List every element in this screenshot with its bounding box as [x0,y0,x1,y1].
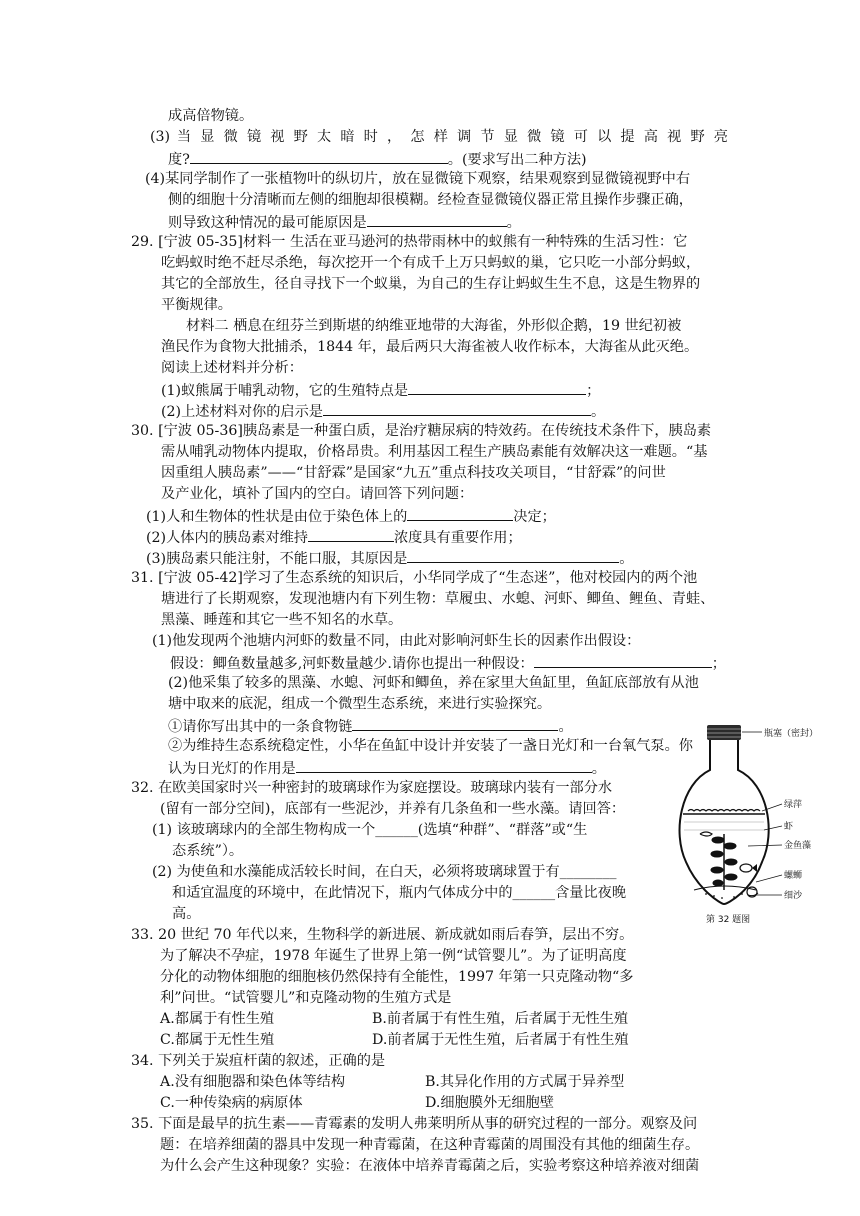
text-line: (3) 当 显 微 镜 视 野 太 暗 时 ， 怎 样 调 节 显 微 镜 可 以 提 高 视 野 亮 [150,129,728,145]
question-30: 30. [宁波 05-36]胰岛素是一种蛋白质，是治疗糖尿病的特效药。在传统技术条件下，胰岛素 [131,423,712,439]
text-line: 渔民作为食物大批捕杀，1844 年，最后两只大海雀被人收作标本，大海雀从此灭绝。 [161,339,699,355]
glass-sphere-diagram [676,722,852,928]
text-line: (2)他采集了较多的黑藻、水螅、河虾和鲫鱼，养在家里大鱼缸里，鱼缸底部放有从池 [168,675,699,691]
text-line: 需从哺乳动物体内提取，价格昂贵。利用基因工程生产胰岛素能有效解决这一难题。“基 [161,444,708,460]
text-line: 塘中取来的底泥，组成一个微型生态系统，来进行实验探究。 [168,696,552,712]
answer-blank[interactable] [352,715,558,731]
text-line: (留有一部分空间)，底部有一些泥沙，并养有几条鱼和一些水藻。请回答： [160,801,626,817]
option-b: B.前者属于有性生殖，后者属于无性生殖 [372,1011,629,1027]
text-line: 成高倍物镜。 [168,108,254,124]
label-hornwort: 金鱼藻 [784,841,812,851]
text-line: 阅读上述材料并分析： [161,360,303,376]
text-line: 和适宜温度的环境中，在此情况下，瓶内气体成分中的______含量比夜晚 [172,885,627,901]
text-line: (1)他发现两个池塘内河虾的数量不同，由此对影响河虾生长的因素作出假设： [152,633,641,649]
text-line: 假设：鲫鱼数量越多,河虾数量越少.请你也提出一种假设： ； [170,652,726,675]
option-c: C.都属于无性生殖 [160,1032,275,1048]
text-line: 黑藻、睡莲和其它一些不知名的水草。 [161,612,403,628]
text-line: (1) 该玻璃球内的全部生物构成一个______(选填“种群”、“群落”或“生 [152,822,588,838]
figure-caption: 第 32 题图 [706,915,751,925]
text-line: 吃蚂蚁时绝不赶尽杀绝，每次挖开一个有成千上万只蚂蚁的巢，它只吃一小部分蚂蚁， [161,255,701,271]
answer-blank[interactable] [323,400,591,416]
label-duckweed: 绿萍 [784,800,803,810]
text-line: 利”问世。“试管婴儿”和克隆动物的生殖方式是 [160,990,452,1006]
question-35: 35. 下面是最早的抗生素——青霉素的发明人弗莱明所从事的研究过程的一部分。观察及问 [131,1116,698,1132]
label-stopper: 瓶塞（密封） [764,729,819,739]
text-line: ①请你写出其中的一条食物链 。 [168,715,573,738]
answer-blank[interactable] [534,652,712,668]
label-shrimp: 虾 [784,822,794,832]
shrimp-icon [700,832,712,836]
question-33: 33. 20 世纪 70 年代以来，生物科学的新进展、新成就如雨后春笋，层出不穷。 [131,927,634,943]
text-line: 则导致这种情况的最可能原因是 。 [168,211,521,234]
text-line: (1)人和生物体的性状是由位于染色体上的 决定； [146,505,556,528]
option-a: A.都属于有性生殖 [160,1011,275,1027]
duckweed-icon [688,810,760,812]
answer-blank[interactable] [407,505,513,521]
option-d: D.前者属于无性生殖，后者属于有性生殖 [372,1032,629,1048]
question-32: 32. 在欧美国家时兴一种密封的玻璃球作为家庭摆设。玻璃球内装有一部分水 [131,780,613,796]
text-line: 分化的动物体细胞的细胞核仍然保持有全能性，1997 年第一只克隆动物“多 [160,969,634,985]
answer-blank[interactable] [407,547,619,563]
option-b: B.其异化作用的方式属于异养型 [425,1074,625,1090]
text-line: 题：在培养细菌的器具中发现一种青霉菌，在这种青霉菌的周围没有其他的细菌生存。 [160,1137,700,1153]
option-c: C.一种传染病的病原体 [160,1095,303,1111]
option-d: D.细胞膜外无细胞壁 [425,1095,554,1111]
text-line: (2)上述材料对你的启示是 。 [161,400,605,423]
text-line: ②为维持生态系统稳定性，小华在鱼缸中设计并安装了一盏日光灯和一台氧气泵。你 [168,738,693,754]
text-line: (2)人体内的胰岛素对维持 浓度具有重要作用； [146,526,522,549]
text-line: 高。 [172,906,201,922]
text-line: 其它的全部放生，径自寻找下一个蚁巢，为自己的生存让蚂蚁生生不息，这是生物界的 [161,276,701,292]
hornwort-icon [711,834,737,890]
text-line: (3)胰岛素只能注射，不能口服，其原因是 。 [146,547,634,570]
text-line: 为了解决不孕症，1978 年诞生了世界上第一例“试管婴儿”。为了证明高度 [160,948,627,964]
text-line: 因重组人胰岛素”——“甘舒霖”是国家“九五”重点科技攻关项目，“甘舒霖”的问世 [161,465,666,481]
answer-blank[interactable] [408,379,586,395]
text-line: 及产业化，填补了国内的空白。请回答下列问题： [161,486,474,502]
text-line: 材料二 栖息在纽芬兰到斯堪的纳维亚地带的大海雀，外形似企鹅，19 世纪初被 [186,318,682,334]
question-31: 31. [宁波 05-42]学习了生态系统的知识后，小华同学成了“生态迷”，他对校园内的两个池 [131,570,698,586]
option-a: A.没有细胞器和染色体等结构 [160,1074,346,1090]
text-line: 侧的细胞十分清晰而左侧的细胞却很模糊。经检查显微镜仪器正常且操作步骤正确， [168,192,693,208]
text-line: 度? 。(要求写出二种方法) [168,148,587,171]
question-34: 34. 下列关于炭疽杆菌的叙述，正确的是 [131,1053,386,1069]
text-line: 态系统”）。 [172,843,244,859]
answer-blank[interactable] [296,757,592,773]
label-snail: 螺蛳 [784,871,803,881]
answer-blank[interactable] [308,526,394,542]
label-sand: 细沙 [784,891,803,901]
text-line: (2) 为使鱼和水藻能成活较长时间，在白天，必须将玻璃球置于有________ [152,864,617,880]
question-29: 29. [宁波 05-35]材料一 生活在亚马逊河的热带雨林中的蚁熊有一种特殊的生活习性：它 [131,234,688,250]
text-line: 平衡规律。 [161,297,232,313]
text-line: (1)蚁熊属于哺乳动物，它的生殖特点是 ； [161,379,600,402]
text-line: 认为日光灯的作用是 。 [168,757,606,780]
fish-icon [740,864,757,872]
text-line: 为什么会产生这种现象？实验：在液体中培养青霉菌之后，实验考察这种培养液对细菌 [160,1158,700,1174]
text-line: (4)某同学制作了一张植物叶的纵切片，放在显微镜下观察，结果观察到显微镜视野中右 [145,171,691,187]
answer-blank[interactable] [190,148,448,164]
answer-blank[interactable] [367,211,507,227]
text-line: 塘进行了长期观察，发现池塘内有下列生物：草履虫、水螅、河虾、鲫鱼、鲤鱼、青蛙、 [161,591,715,607]
glass-sphere-figure [676,722,852,928]
